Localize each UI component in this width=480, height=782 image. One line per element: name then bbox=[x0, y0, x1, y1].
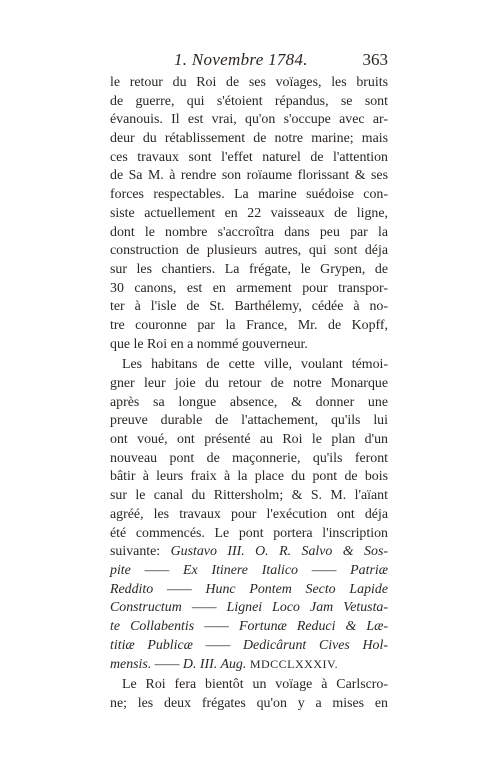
text-line: construction de plusieurs autres, qui sont déja bbox=[110, 243, 388, 259]
text-line: sur le canal du Rittersholm; & S. M. l'aïant bbox=[110, 488, 388, 504]
text-line: le retour du Roi de ses voïages, les bruits bbox=[110, 75, 388, 90]
text-line: deur du rétablissement de notre marine; mais bbox=[110, 131, 388, 147]
text-line: ne; les deux frégates qu'on y a mises en bbox=[110, 695, 388, 711]
inscription-date: MDCCLXXXIV. bbox=[249, 657, 339, 672]
text-line: Le Roi fera bientôt un voïage à Carlscro- bbox=[122, 677, 388, 692]
text-line: tre couronne par la France, Mr. de Kopff, bbox=[110, 317, 388, 333]
text-line: ont voué, ont présenté au Roi le plan d'un bbox=[110, 432, 388, 448]
text-line: ter à l'isle de St. Barthélemy, cédée à no- bbox=[110, 299, 388, 315]
text-line: de Sa M. à rendre son roïaume florissant & ses bbox=[110, 168, 388, 184]
running-title: 1. Novembre 1784. bbox=[174, 50, 308, 69]
text-line: sur les chantiers. La frégate, le Grypen, de bbox=[110, 261, 388, 277]
text-line: preuve durable de l'attachement, qu'ils lui bbox=[110, 413, 388, 429]
text-line: dont le nombre s'accroîtra dans peu par la bbox=[110, 224, 388, 240]
text-line: forces respectables. La marine suédoise con- bbox=[110, 187, 388, 203]
inscription-line: Reddito —— Hunc Pontem Secto Lapide bbox=[110, 581, 388, 597]
page-header bbox=[110, 50, 388, 74]
inscription-line: Constructum —— Lignei Loco Jam Vetusta- bbox=[110, 600, 388, 616]
page-number: 363 bbox=[362, 50, 388, 69]
inscription-line: titiæ Publicæ —— Dedicârunt Cives Hol- bbox=[110, 637, 388, 653]
text-line: siste actuellement en 22 vaisseaux de ligne, bbox=[110, 205, 388, 221]
inscription-line bbox=[110, 543, 388, 562]
text-line: évanouis. Il est vrai, qu'on s'occupe avec ar- bbox=[110, 112, 388, 128]
text-line: ces travaux sont l'effet naturel de l'attention bbox=[110, 149, 388, 165]
text-line: été commencés. Le pont portera l'inscription bbox=[110, 525, 388, 541]
text-line: nouveau pont de maçonnerie, qu'ils feront bbox=[110, 450, 388, 466]
inscription-text: mensis. —— D. III. Aug. bbox=[110, 657, 247, 673]
text-line: Les habitans de cette ville, voulant témoi- bbox=[122, 357, 388, 373]
inscription-line: te Collabentis —— Fortunæ Reduci & Læ- bbox=[110, 618, 388, 634]
text-line: 30 canons, est en armement pour transpor- bbox=[110, 280, 388, 296]
text-line: après sa longue absence, & donner une bbox=[110, 394, 388, 410]
body-text bbox=[110, 74, 388, 713]
text-line: gner leur joie du retour de notre Monarque bbox=[110, 376, 388, 391]
text-line: de guerre, qui s'étoient répandus, se sont bbox=[110, 93, 388, 109]
inscription-intro: suivante: bbox=[110, 544, 161, 560]
inscription-line: pite —— Ex Itinere Italico —— Patriæ bbox=[110, 562, 388, 578]
text-line: que le Roi en a nommé gouverneur. bbox=[110, 336, 308, 352]
text-line: bâtir à leurs fraix à la place du pont de bois bbox=[110, 469, 388, 485]
inscription-text: Gustavo III. O. R. Salvo & Sos- bbox=[170, 544, 388, 560]
text-line: agréé, les travaux pour l'exécution ont déja bbox=[110, 506, 388, 522]
inscription-line bbox=[110, 655, 388, 674]
